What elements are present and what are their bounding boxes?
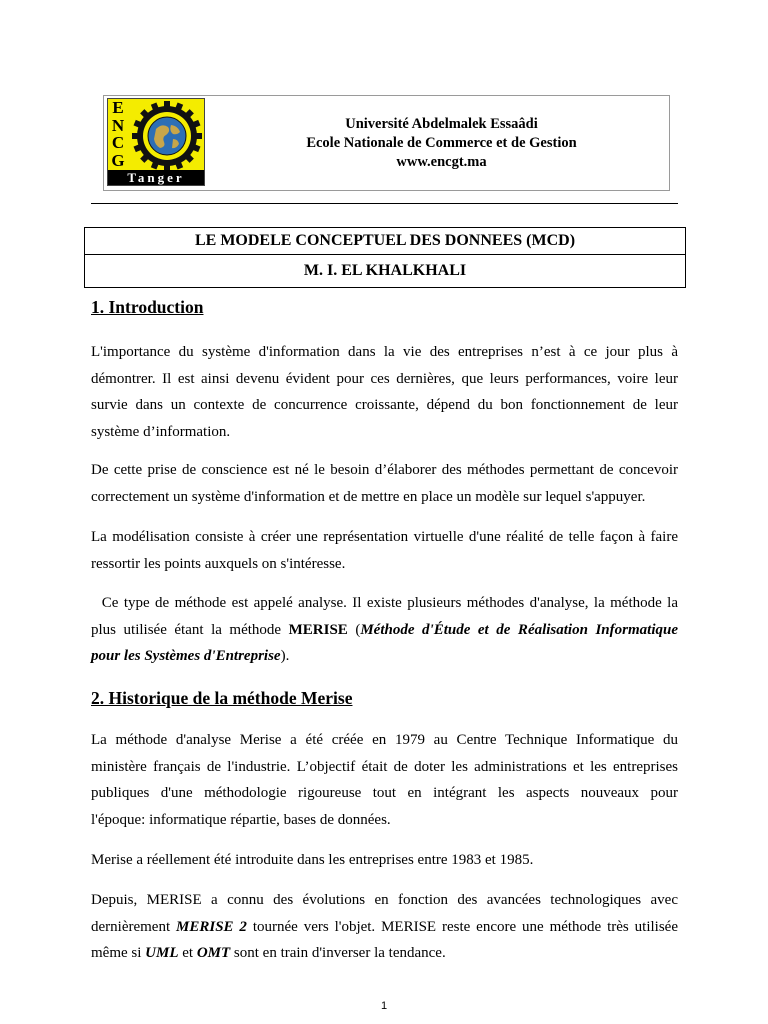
- paragraph-line: Merise a réellement été introduite dans les entreprises entre 1983 et 1985.: [91, 852, 534, 868]
- encg-logo: [107, 98, 205, 186]
- paragraph-line: système d’information.: [91, 423, 231, 440]
- paragraph-line: [91, 940, 678, 967]
- text-run: sont en train d'inverser la tendance.: [230, 945, 446, 961]
- paragraph-line: [91, 643, 678, 670]
- paragraph-line: démontrer. Il est ainsi devenu évident pour ces dernières, que leurs performances, voire leur: [91, 370, 678, 387]
- merise-term: MERISE: [288, 621, 348, 638]
- merise-expansion: pour les Systèmes d'Entreprise: [91, 648, 281, 664]
- logo-letter: G: [111, 150, 125, 170]
- paragraph: [91, 727, 678, 833]
- text-run: et: [178, 945, 197, 961]
- text-run: même si: [91, 945, 146, 961]
- header-rule: [91, 203, 678, 204]
- merise-expansion: Méthode d'Étude et de Réalisation Informatique: [360, 621, 678, 638]
- title-box: [84, 227, 686, 288]
- logo-letters: [111, 99, 125, 169]
- paragraph-line: [91, 914, 678, 941]
- text-run: tournée vers l'objet. MERISE reste encore une méthode très utilisée: [246, 918, 678, 935]
- text-run: plus utilisée étant la méthode: [91, 621, 289, 638]
- school-name: Ecole Nationale de Commerce et de Gestion: [306, 135, 577, 151]
- text-run: (: [347, 621, 361, 638]
- paragraph-line: survie dans un contexte de concurrence croissante, dépend du bon fonctionnement de leur: [91, 397, 678, 413]
- gear-globe-icon: [132, 101, 202, 171]
- section-heading-historique: 2. Historique de la méthode Merise: [91, 688, 353, 708]
- logo-letter: E: [112, 98, 124, 117]
- omt-term: OMT: [196, 945, 231, 961]
- document-title: LE MODELE CONCEPTUEL DES DONNEES (MCD): [194, 232, 576, 249]
- paragraph-line: Ce type de méthode est appelé analyse. Il existe plusieurs méthodes d'analyse, la méthode la: [91, 595, 678, 611]
- logo-letter: N: [111, 115, 125, 135]
- logo-letter: C: [111, 133, 125, 152]
- paragraph: [91, 524, 678, 577]
- text-run: ).: [280, 648, 290, 664]
- paragraph-line: La modélisation consiste à créer une représentation virtuelle d'une réalité de telle façon à faire: [91, 529, 678, 545]
- paragraph-line: publiques d'une méthodologie rigoureuse tout en intégrant les aspects nouveaux pour: [91, 785, 678, 801]
- university-name: Université Abdelmalek Essaâdi: [345, 116, 538, 132]
- paragraph-line: ressortir les points auxquels on s'intéresse.: [91, 555, 346, 572]
- paragraph-line: ministère français de l'industrie. L’objectif était de doter les administrations et les entreprises: [91, 758, 678, 775]
- paragraph: [91, 590, 678, 670]
- logo-city-band: Tanger: [108, 170, 204, 185]
- paragraph: [91, 887, 678, 967]
- section-heading-introduction: 1. Introduction: [91, 297, 204, 317]
- paragraph-line: L'importance du système d'information dans la vie des entreprises n’est à ce jour plus à: [91, 344, 678, 360]
- paragraph-line: Depuis, MERISE a connu des évolutions en fonction des avancées technologiques avec: [91, 892, 678, 908]
- website-link[interactable]: www.encgt.ma: [396, 154, 487, 170]
- merise2-term: MERISE 2: [176, 918, 247, 935]
- header-box: [103, 95, 670, 191]
- paragraph: [91, 847, 678, 874]
- title-divider: [85, 254, 685, 255]
- document-author: M. I. EL KHALKHALI: [303, 262, 467, 279]
- paragraph-line: La méthode d'analyse Merise a été créée en 1979 au Centre Technique Informatique du: [91, 732, 678, 748]
- paragraph: [91, 339, 678, 445]
- paragraph-line: l'époque: informatique répartie, bases de données.: [91, 811, 391, 828]
- paragraph: [91, 457, 678, 510]
- page-number: 1: [380, 1000, 388, 1012]
- paragraph-line: De cette prise de conscience est né le besoin d’élaborer des méthodes permettant de concevoir: [91, 462, 678, 478]
- uml-term: UML: [145, 945, 179, 961]
- paragraph-line: [91, 617, 678, 644]
- text-run: dernièrement: [91, 918, 177, 935]
- paragraph-line: correctement un système d'information et de mettre en place un modèle sur lequel s'appuyer.: [91, 488, 646, 505]
